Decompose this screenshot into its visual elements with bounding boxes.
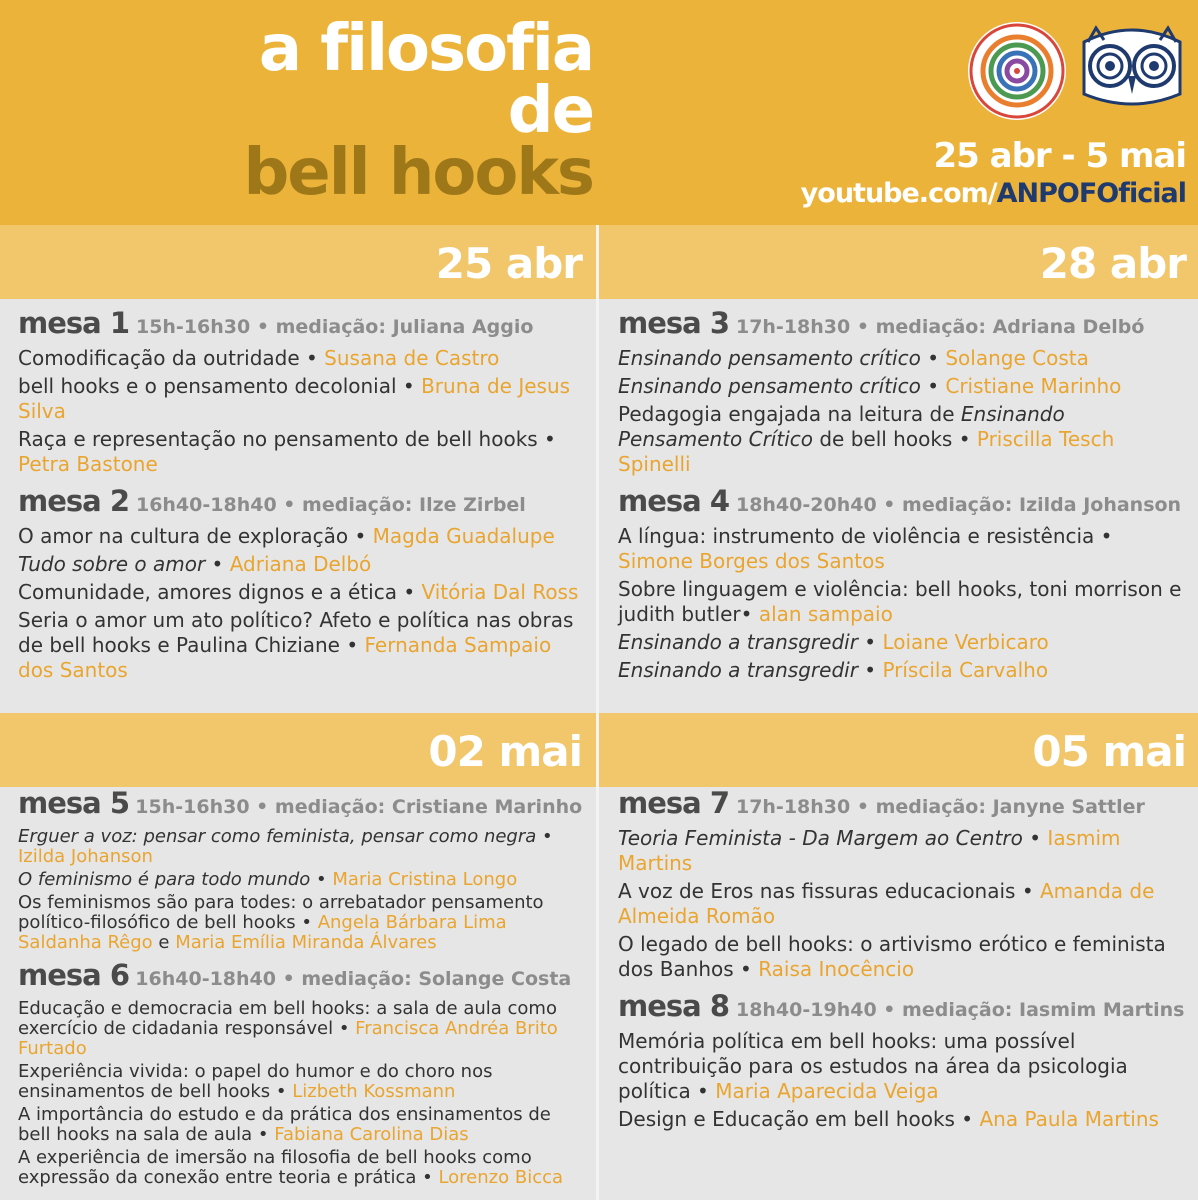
- mesa-7-title: mesa 7: [618, 786, 729, 820]
- anpof-owl-logo: [1076, 24, 1188, 112]
- talk-author: Maria Aparecida Veiga: [715, 1079, 939, 1103]
- mesa-8-header: [618, 990, 1192, 1026]
- talk-author: Solange Costa: [945, 346, 1089, 370]
- mesa-3-title: mesa 3: [618, 306, 729, 340]
- talk-item: Ensinando a transgredir • Príscila Carvalho: [618, 658, 1049, 682]
- talk-item: A experiência de imersão na filosofia de bell hooks como expressão da conexão entre teoria e prática • Lorenzo Bicca: [18, 1147, 564, 1188]
- talk-item: Sobre linguagem e violência: bell hooks, toni morrison e judith butler• alan sampaio: [618, 577, 1182, 626]
- mesa-5-header: [18, 787, 588, 824]
- mesa-5-info: 15h-16h30 • mediação: Cristiane Marinho: [135, 796, 583, 818]
- talk-item: Ensinando pensamento crítico • Solange Costa: [618, 346, 1089, 370]
- day-05-mai-program: [618, 785, 1192, 1132]
- talk-item: bell hooks e o pensamento decolonial • Bruna de Jesus Silva: [18, 374, 571, 423]
- talk-author: Simone Borges dos Santos: [618, 549, 885, 573]
- talk-item: O feminismo é para todo mundo • Maria Cristina Longo: [18, 869, 518, 890]
- talk-item: A importância do estudo e da prática dos ensinamentos de bell hooks na sala de aula • Fabiana Carolina Dias: [18, 1104, 551, 1145]
- talk-item: A voz de Eros nas fissuras educacionais • Amanda de Almeida Romão: [618, 879, 1155, 928]
- day-28-abr: 28 abr: [1039, 239, 1186, 288]
- mesa-7-info: 17h-18h30 • mediação: Janyne Sattler: [735, 796, 1145, 818]
- mesa-2-title: mesa 2: [18, 484, 129, 518]
- talk-item: O amor na cultura de exploração • Magda Guadalupe: [18, 524, 555, 548]
- talk-author: Iasmim Martins: [618, 826, 1121, 875]
- mesa-3-header: [618, 307, 1192, 343]
- mesa-4-title: mesa 4: [618, 484, 729, 518]
- talk-author: Adriana Delbó: [229, 552, 372, 576]
- talk-author: Vitória Dal Ross: [421, 580, 579, 604]
- day-25-abr: 25 abr: [435, 239, 582, 288]
- day-02-mai: 02 mai: [428, 727, 582, 776]
- mesa-1-header: [18, 307, 588, 343]
- talk-item: Educação e democracia em bell hooks: a sala de aula como exercício de cidadania responsável • Francisca Andréa Brito Furtado: [18, 998, 558, 1059]
- talk-author: Amanda de Almeida Romão: [618, 879, 1155, 928]
- talk-item: Erguer a voz: pensar como feminista, pensar como negra • Izilda Johanson: [18, 826, 553, 867]
- talk-item: Ensinando a transgredir • Loiane Verbicaro: [618, 630, 1049, 654]
- mesa-6-title: mesa 6: [18, 958, 129, 992]
- talk-author: Raisa Inocêncio: [758, 957, 915, 981]
- talk-item: Ensinando pensamento crítico • Cristiane Marinho: [618, 374, 1122, 398]
- talk-author: Izilda Johanson: [18, 846, 153, 867]
- talk-item: Raça e representação no pensamento de bell hooks • Petra Bastone: [18, 427, 556, 476]
- talk-item: Comodificação da outridade • Susana de Castro: [18, 346, 500, 370]
- talk-author: Ana Paula Martins: [979, 1107, 1159, 1131]
- mesa-6-info: 16h40-18h40 • mediação: Solange Costa: [135, 968, 572, 990]
- talk-item: Comunidade, amores dignos e a ética • Vitória Dal Ross: [18, 580, 579, 604]
- mesa-3-info: 17h-18h30 • mediação: Adriana Delbó: [735, 316, 1145, 338]
- talk-author: Maria Cristina Longo: [332, 869, 518, 890]
- event-title: [243, 12, 593, 210]
- talk-item: Tudo sobre o amor • Adriana Delbó: [18, 552, 372, 576]
- talk-author: Fernanda Sampaio dos Santos: [18, 633, 552, 682]
- talk-item: Os feminismos são para todes: o arrebatador pensamento político-filosófico de bell hooks • Angela Bárbara Lima Saldanha Rêgo e Maria Emília Miranda Álvares: [18, 892, 544, 953]
- talk-item: O legado de bell hooks: o artivismo erótico e feminista dos Banhos • Raisa Inocêncio: [618, 932, 1166, 981]
- title-line-3: bell hooks: [243, 136, 593, 210]
- mesa-1-info: 15h-16h30 • mediação: Juliana Aggio: [135, 316, 534, 338]
- mesa-1-title: mesa 1: [18, 306, 129, 340]
- event-dates: 25 abr - 5 mai: [933, 136, 1186, 176]
- talk-author: Maria Emília Miranda Álvares: [175, 932, 437, 953]
- title-line-1: a filosofia: [258, 12, 593, 86]
- mesa-7-header: [618, 787, 1192, 823]
- talk-author: Petra Bastone: [18, 452, 158, 476]
- column-divider-top: [596, 225, 599, 713]
- mesa-4-header: [618, 485, 1192, 521]
- talk-author: Cristiane Marinho: [945, 374, 1122, 398]
- talk-author: Príscila Carvalho: [882, 658, 1049, 682]
- header-banner: [0, 0, 1198, 225]
- day-band-bottom: [0, 713, 1198, 787]
- talk-author: Angela Bárbara Lima Saldanha Rêgo: [18, 912, 507, 953]
- day-02-mai-program: [18, 785, 588, 1188]
- talk-item: Pedagogia engajada na leitura de Ensinando Pensamento Crítico de bell hooks • Priscilla Tesch Spinelli: [618, 402, 1115, 476]
- talk-item: A língua: instrumento de violência e resistência • Simone Borges dos Santos: [618, 524, 1113, 573]
- day-band-top: [0, 225, 1198, 299]
- talk-author: Lizbeth Kossmann: [292, 1081, 456, 1102]
- mesa-4-info: 18h40-20h40 • mediação: Izilda Johanson: [735, 494, 1182, 516]
- talk-item: Teoria Feminista - Da Margem ao Centro • Iasmim Martins: [618, 826, 1121, 875]
- talk-item: Experiência vivida: o papel do humor e do choro nos ensinamentos de bell hooks • Lizbeth Kossmann: [18, 1061, 493, 1102]
- talk-author: Susana de Castro: [324, 346, 500, 370]
- mesa-2-info: 16h40-18h40 • mediação: Ilze Zirbel: [135, 494, 526, 516]
- youtube-link[interactable]: [801, 178, 1186, 209]
- youtube-handle: ANPOFOficial: [996, 178, 1186, 209]
- talk-item: Seria o amor um ato político? Afeto e política nas obras de bell hooks e Paulina Chiziane • Fernanda Sampaio dos Santos: [18, 608, 574, 682]
- mesa-6-header: [18, 959, 588, 996]
- gt-filosofia-genero-logo: [968, 22, 1066, 120]
- title-line-2: de: [507, 74, 593, 148]
- column-divider-bottom: [596, 713, 599, 1200]
- mesa-2-header: [18, 485, 588, 521]
- talk-author: Priscilla Tesch Spinelli: [618, 427, 1115, 476]
- day-05-mai: 05 mai: [1032, 727, 1186, 776]
- talk-author: Fabiana Carolina Dias: [274, 1124, 469, 1145]
- mesa-5-title: mesa 5: [18, 786, 129, 820]
- talk-item: Design e Educação em bell hooks • Ana Paula Martins: [618, 1107, 1159, 1131]
- mesa-8-info: 18h40-19h40 • mediação: Iasmim Martins: [735, 999, 1185, 1021]
- talk-author: Loiane Verbicaro: [882, 630, 1049, 654]
- talk-author: Lorenzo Bicca: [438, 1167, 564, 1188]
- talk-author: Magda Guadalupe: [372, 524, 555, 548]
- mesa-8-title: mesa 8: [618, 989, 729, 1023]
- talk-item: Memória política em bell hooks: uma possível contribuição para os estudos na área da psicologia política • Maria Aparecida Veiga: [618, 1029, 1128, 1103]
- day-28-abr-program: [618, 305, 1192, 683]
- talk-author: alan sampaio: [758, 602, 893, 626]
- youtube-prefix: youtube.com/: [800, 178, 997, 209]
- day-25-abr-program: [18, 305, 588, 683]
- talk-author: Francisca Andréa Brito Furtado: [18, 1018, 558, 1059]
- talk-author: Bruna de Jesus Silva: [18, 374, 571, 423]
